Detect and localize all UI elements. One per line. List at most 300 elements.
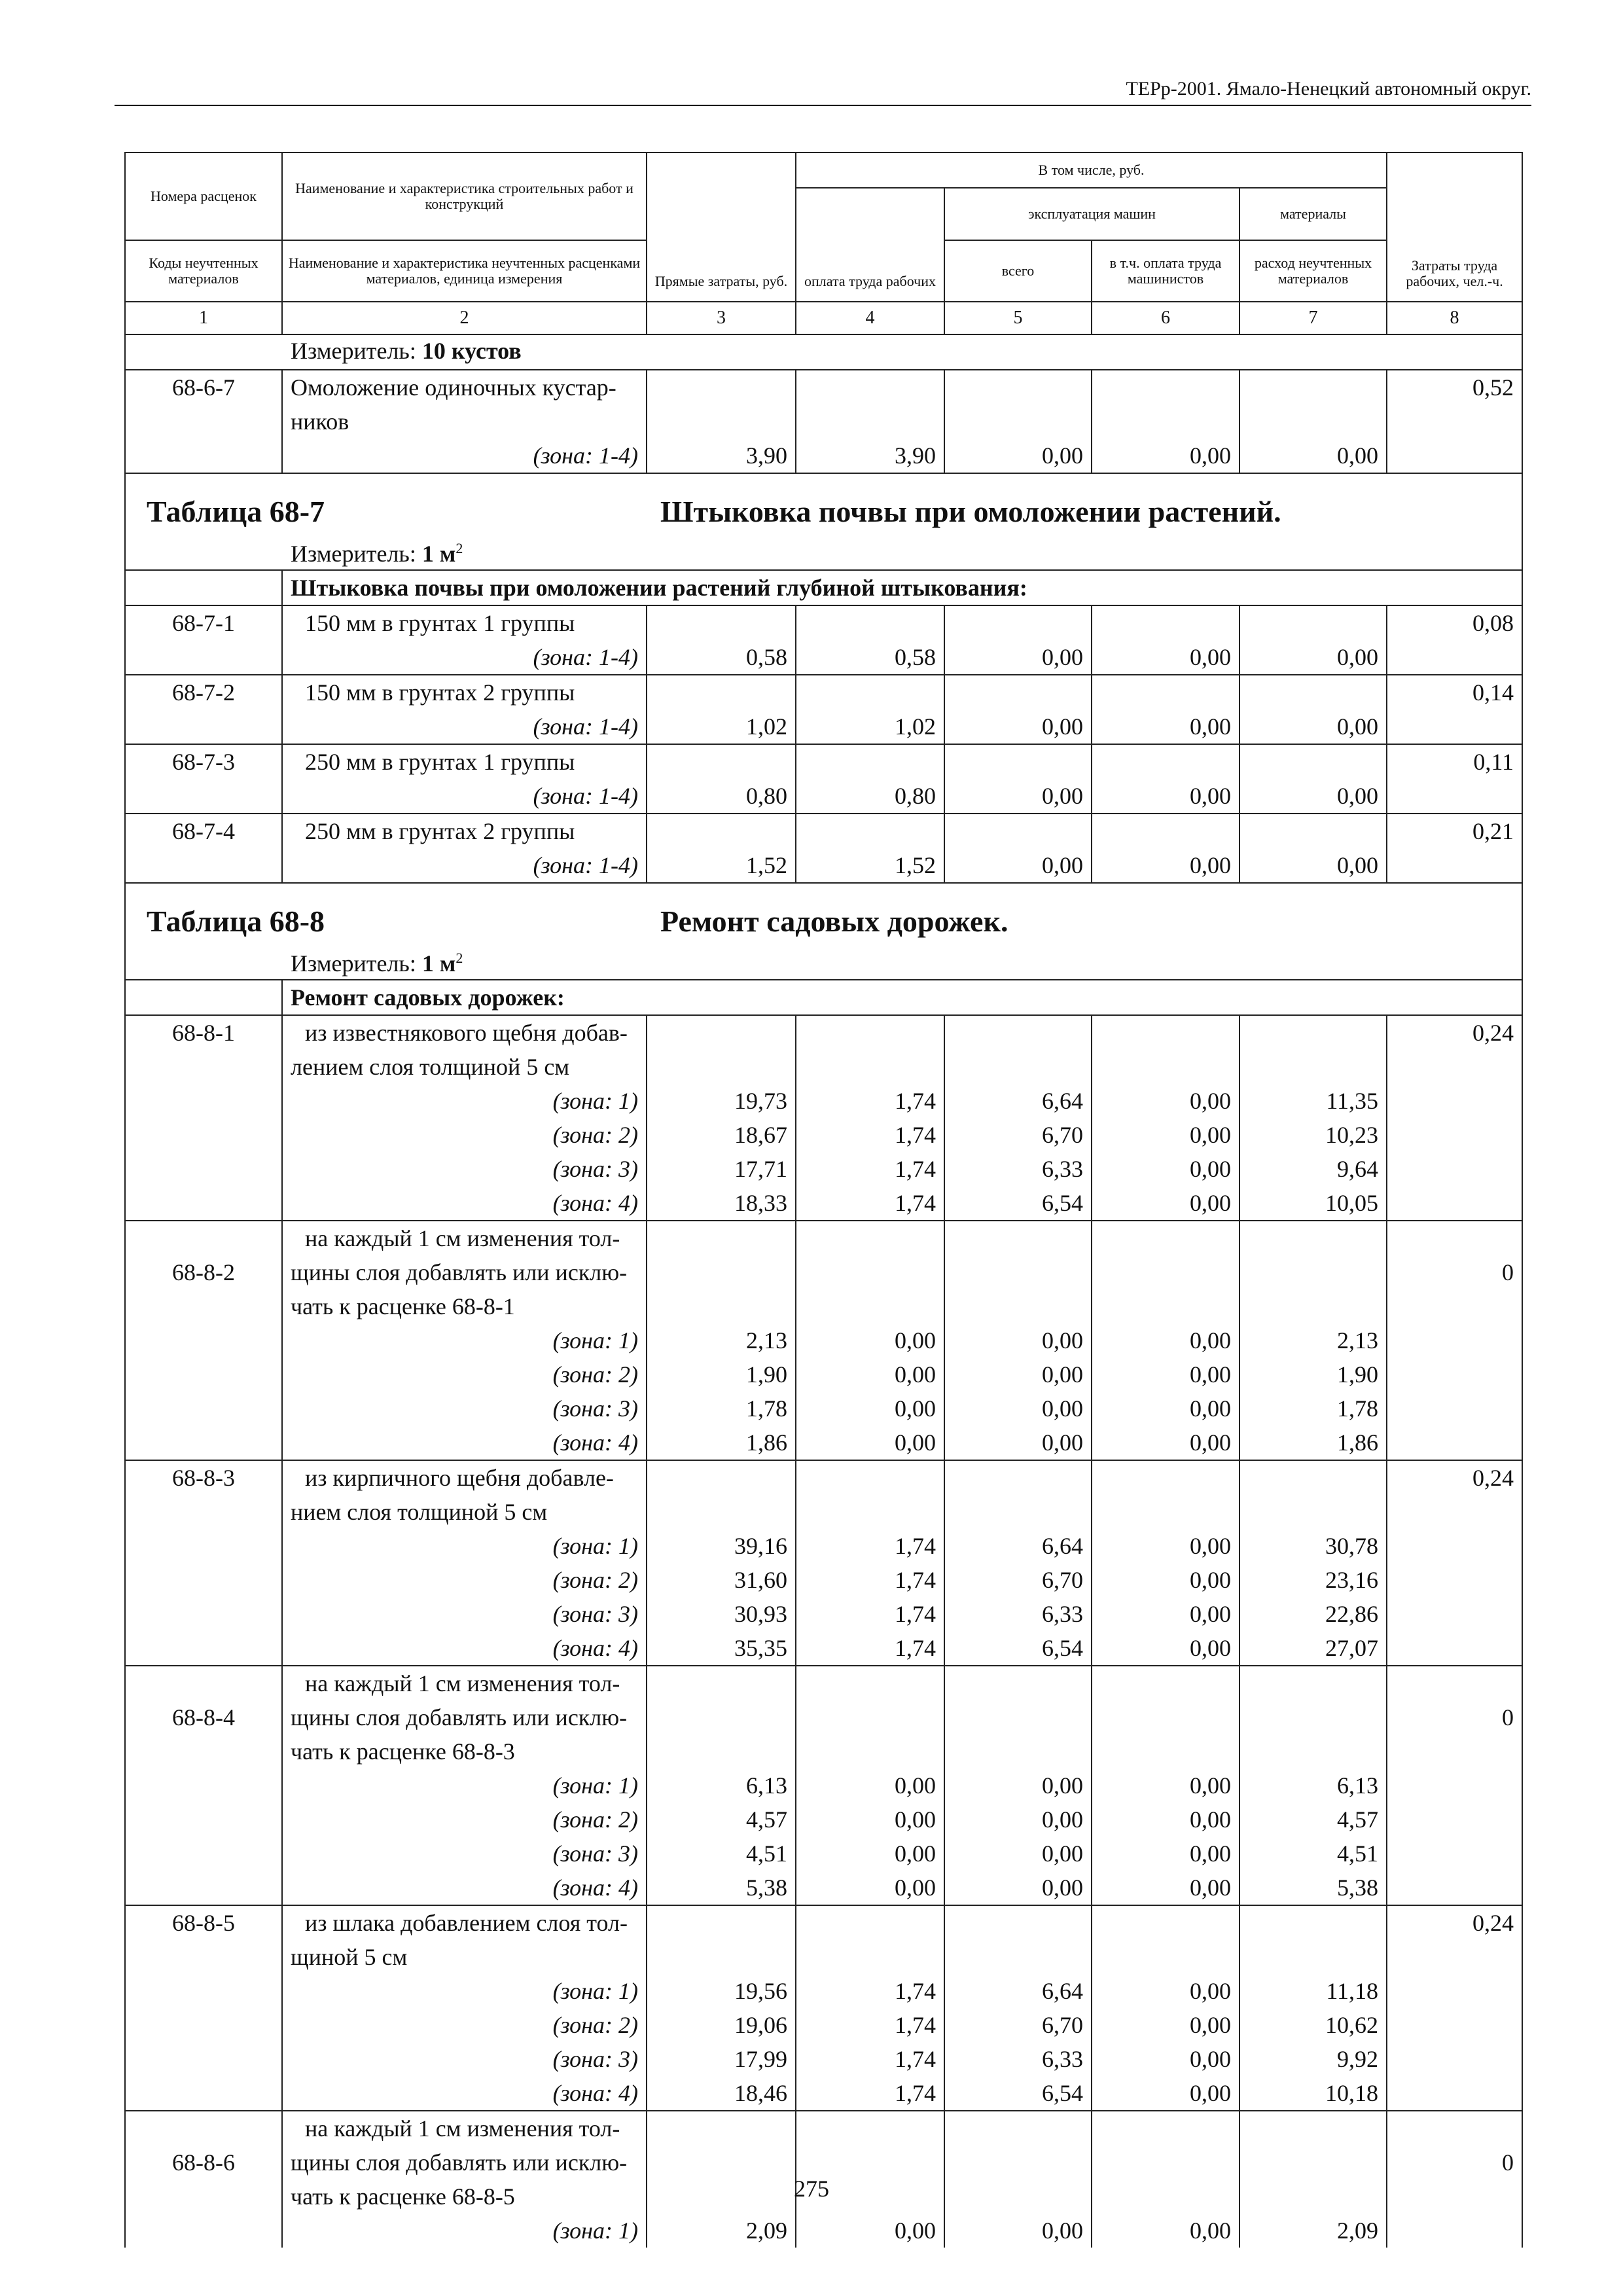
value-cell: 0,00: [796, 1803, 944, 1837]
meter-value: 1 м: [421, 950, 456, 977]
rate-row: [125, 1460, 1522, 1495]
empty-cell: [125, 1050, 282, 1084]
empty-cell: [1092, 404, 1240, 439]
value-cell: 0,00: [944, 709, 1092, 744]
rate-desc: 150 мм в грунтах 1 группы: [282, 605, 647, 640]
value-cell: 6,70: [944, 1118, 1092, 1152]
value-cell: 0,00: [1092, 439, 1240, 473]
empty-cell: [796, 1495, 944, 1529]
value-cell: 4,57: [1240, 1803, 1387, 1837]
zone-label: (зона: 1): [282, 1529, 647, 1563]
value-cell: 6,64: [944, 1084, 1092, 1118]
value-cell: 30,78: [1240, 1529, 1387, 1563]
empty-cell: [1387, 1084, 1522, 1118]
colnum: 2: [282, 302, 647, 334]
empty-cell: [125, 2076, 282, 2111]
value-cell: 0,00: [1240, 779, 1387, 814]
empty-cell: [647, 1666, 796, 1700]
empty-cell: [1240, 404, 1387, 439]
table-heading-row: [125, 473, 1522, 533]
empty-cell: [1387, 848, 1522, 883]
rate-desc: ников: [282, 404, 647, 439]
zone-label: (зона: 4): [282, 1186, 647, 1221]
empty-cell: [1240, 605, 1387, 640]
rate-code: 68-8-6: [125, 2145, 282, 2179]
empty-cell: [1387, 404, 1522, 439]
empty-cell: [125, 439, 282, 473]
zone-label: (зона: 4): [282, 2076, 647, 2111]
zone-row: [125, 2042, 1522, 2076]
table-heading: [134, 493, 1514, 530]
zone-label: (зона: 1): [282, 2214, 647, 2248]
value-cell: 0,00: [1092, 1323, 1240, 1357]
empty-cell: [125, 2214, 282, 2248]
rate-desc: чать к расценке 68-8-1: [282, 1289, 647, 1323]
empty-cell: [796, 1255, 944, 1289]
empty-cell: [647, 605, 796, 640]
empty-cell: [1387, 439, 1522, 473]
value-cell: 39,16: [647, 1529, 796, 1563]
value-cell: 5,38: [647, 1871, 796, 1905]
value-cell: 11,18: [1240, 1974, 1387, 2008]
rate-code: 68-8-3: [125, 1460, 282, 1495]
empty-cell: [944, 675, 1092, 709]
rate-desc-row: [125, 1050, 1522, 1084]
labor-cost: 0: [1387, 1255, 1522, 1289]
value-cell: 5,38: [1240, 1871, 1387, 1905]
value-cell: 1,78: [1240, 1391, 1387, 1426]
empty-cell: [796, 1940, 944, 1974]
empty-cell: [1240, 1940, 1387, 1974]
value-cell: 0,00: [944, 1391, 1092, 1426]
empty-cell: [125, 1152, 282, 1186]
value-cell: 6,64: [944, 1974, 1092, 2008]
table-heading-cell: [125, 883, 1522, 942]
empty-cell: [944, 1255, 1092, 1289]
empty-cell: [125, 709, 282, 744]
empty-cell: [1240, 1460, 1387, 1495]
running-head: ТЕРр-2001. Ямало-Ненецкий автономный округ.: [1126, 78, 1531, 99]
empty-cell: [796, 1050, 944, 1084]
value-cell: 30,93: [647, 1597, 796, 1631]
empty-cell: [1387, 640, 1522, 675]
empty-cell: [944, 1940, 1092, 1974]
empty-cell: [1092, 1495, 1240, 1529]
value-cell: 0,00: [796, 1391, 944, 1426]
value-cell: 17,71: [647, 1152, 796, 1186]
value-cell: 19,06: [647, 2008, 796, 2042]
empty-cell: [1387, 1631, 1522, 1666]
empty-cell: [125, 1803, 282, 1837]
empty-cell: [647, 2111, 796, 2145]
rate-desc: на каждый 1 см изменения тол-: [282, 2111, 647, 2145]
rate-desc: щины слоя добавлять или исклю-: [282, 1255, 647, 1289]
value-cell: 0,00: [796, 1768, 944, 1803]
empty-cell: [125, 1118, 282, 1152]
empty-cell: [1092, 1666, 1240, 1700]
rate-desc: на каждый 1 см изменения тол-: [282, 1221, 647, 1255]
header-material-names: Наименование и характеристика неучтенных расценками материалов, единица измерения: [282, 240, 647, 302]
value-cell: 0,00: [944, 640, 1092, 675]
empty-cell: [1092, 2111, 1240, 2145]
value-cell: 2,13: [1240, 1323, 1387, 1357]
empty-cell: [647, 404, 796, 439]
empty-cell: [1092, 1221, 1240, 1255]
empty-cell: [1387, 2214, 1522, 2248]
value-cell: 3,90: [796, 439, 944, 473]
zone-label: (зона: 3): [282, 1391, 647, 1426]
table-number: Таблица 68-7: [147, 495, 325, 528]
value-cell: 0,58: [647, 640, 796, 675]
colnum: 4: [796, 302, 944, 334]
meter-row: [125, 334, 1522, 370]
value-cell: 6,54: [944, 1631, 1092, 1666]
empty-cell: [1387, 1563, 1522, 1597]
empty-cell: [125, 2042, 282, 2076]
empty-cell: [1387, 1768, 1522, 1803]
value-cell: 10,18: [1240, 2076, 1387, 2111]
empty-cell: [1240, 1734, 1387, 1768]
rate-code: 68-8-4: [125, 1700, 282, 1734]
value-cell: 0,00: [1092, 1118, 1240, 1152]
empty-cell: [796, 605, 944, 640]
rate-desc-row: [125, 1734, 1522, 1768]
labor-cost: 0,11: [1387, 744, 1522, 779]
zone-label: (зона: 4): [282, 1871, 647, 1905]
empty-cell: [647, 1050, 796, 1084]
empty-cell: [125, 1837, 282, 1871]
value-cell: 0,00: [1092, 1563, 1240, 1597]
rate-code: 68-7-3: [125, 744, 282, 779]
zone-label: (зона: 2): [282, 1563, 647, 1597]
header-labor-pay: оплата труда рабочих: [796, 188, 944, 302]
labor-cost: 0: [1387, 2145, 1522, 2179]
zone-row: [125, 439, 1522, 473]
table-number: Таблица 68-8: [147, 905, 325, 938]
value-cell: 31,60: [647, 1563, 796, 1597]
value-cell: 0,00: [944, 779, 1092, 814]
empty-cell: [1240, 1666, 1387, 1700]
zone-label: (зона: 1-4): [282, 779, 647, 814]
empty-cell: [944, 1015, 1092, 1050]
rate-row: [125, 370, 1522, 404]
empty-cell: [1387, 2076, 1522, 2111]
rate-code: 68-8-2: [125, 1255, 282, 1289]
rate-desc: из известнякового щебня добав-: [282, 1015, 647, 1050]
zone-label: (зона: 1): [282, 1323, 647, 1357]
value-cell: 0,80: [796, 779, 944, 814]
empty-cell: [944, 1460, 1092, 1495]
value-cell: 0,00: [796, 2214, 944, 2248]
empty-cell: [944, 1221, 1092, 1255]
empty-cell: [1387, 1495, 1522, 1529]
empty-cell: [125, 1871, 282, 1905]
value-cell: 0,00: [944, 1837, 1092, 1871]
empty-cell: [125, 1221, 282, 1255]
rate-code: 68-7-1: [125, 605, 282, 640]
empty-cell: [796, 1015, 944, 1050]
meter-value: 1 м: [421, 541, 456, 567]
subheading: Штыковка почвы при омоложении растений глубиной штыкования:: [282, 570, 1522, 605]
zone-row: [125, 1563, 1522, 1597]
empty-cell: [647, 814, 796, 848]
value-cell: 0,00: [1240, 640, 1387, 675]
value-cell: 6,54: [944, 1186, 1092, 1221]
value-cell: 6,13: [1240, 1768, 1387, 1803]
zone-row: [125, 1357, 1522, 1391]
value-cell: 0,00: [944, 848, 1092, 883]
rate-code: 68-8-1: [125, 1015, 282, 1050]
empty-cell: [1092, 1940, 1240, 1974]
value-cell: 1,74: [796, 2042, 944, 2076]
page-number: 275: [794, 2176, 829, 2202]
value-cell: 6,54: [944, 2076, 1092, 2111]
value-cell: 17,99: [647, 2042, 796, 2076]
value-cell: 1,52: [647, 848, 796, 883]
empty-cell: [125, 1426, 282, 1460]
rate-row: [125, 744, 1522, 779]
header-machines: эксплуатация машин: [944, 188, 1240, 240]
empty-cell: [125, 1768, 282, 1803]
empty-cell: [1240, 675, 1387, 709]
zone-label: (зона: 3): [282, 1597, 647, 1631]
empty-cell: [1387, 1734, 1522, 1768]
value-cell: 6,70: [944, 1563, 1092, 1597]
colnum: 7: [1240, 302, 1387, 334]
empty-cell: [796, 1460, 944, 1495]
empty-cell: [647, 1940, 796, 1974]
meter-label: Измеритель:: [291, 950, 416, 977]
empty-cell: [125, 1391, 282, 1426]
zone-row: [125, 848, 1522, 883]
empty-cell: [1092, 744, 1240, 779]
value-cell: 0,00: [1092, 1152, 1240, 1186]
header-name: Наименование и характеристика строительных работ и конструкций: [282, 152, 647, 240]
empty-cell: [1387, 1289, 1522, 1323]
value-cell: 0,00: [1092, 1974, 1240, 2008]
value-cell: 1,86: [647, 1426, 796, 1460]
value-cell: 0,00: [944, 2214, 1092, 2248]
value-cell: 0,00: [944, 1426, 1092, 1460]
value-cell: 6,70: [944, 2008, 1092, 2042]
empty-cell: [1092, 1905, 1240, 1940]
rate-row: [125, 605, 1522, 640]
rate-row: [125, 1221, 1522, 1255]
empty-cell: [647, 1460, 796, 1495]
header-materials-use: расход неучтенных материалов: [1240, 240, 1387, 302]
table-title: Штыковка почвы при омоложении растений.: [660, 495, 1281, 528]
empty-cell: [125, 1666, 282, 1700]
meter-cell: [125, 942, 1522, 980]
empty-cell: [125, 1495, 282, 1529]
empty-cell: [125, 404, 282, 439]
value-cell: 0,00: [944, 1323, 1092, 1357]
empty-cell: [1387, 779, 1522, 814]
empty-cell: [796, 1905, 944, 1940]
empty-cell: [125, 1084, 282, 1118]
value-cell: 0,00: [944, 1803, 1092, 1837]
value-cell: 0,00: [1092, 779, 1240, 814]
empty-cell: [125, 1597, 282, 1631]
value-cell: 1,74: [796, 1084, 944, 1118]
value-cell: 27,07: [1240, 1631, 1387, 1666]
table-heading: [134, 903, 1514, 940]
value-cell: 6,33: [944, 1597, 1092, 1631]
rate-desc: щиной 5 см: [282, 1940, 647, 1974]
price-table: [124, 152, 1523, 2248]
empty-cell: [944, 814, 1092, 848]
empty-cell: [796, 2111, 944, 2145]
empty-cell: [647, 370, 796, 404]
empty-cell: [1092, 370, 1240, 404]
empty-cell: [125, 1186, 282, 1221]
empty-cell: [125, 848, 282, 883]
subheading-row: [125, 980, 1522, 1015]
empty-cell: [1387, 1186, 1522, 1221]
empty-cell: [1387, 1357, 1522, 1391]
value-cell: 0,00: [1092, 1837, 1240, 1871]
empty-cell: [1387, 1803, 1522, 1837]
empty-cell: [1387, 1940, 1522, 1974]
empty-cell: [1092, 1015, 1240, 1050]
zone-row: [125, 1323, 1522, 1357]
zone-label: (зона: 2): [282, 1803, 647, 1837]
empty-cell: [1092, 605, 1240, 640]
zone-row: [125, 1118, 1522, 1152]
table-title: Ремонт садовых дорожек.: [660, 905, 1008, 938]
labor-cost: 0,14: [1387, 675, 1522, 709]
value-cell: 1,74: [796, 1529, 944, 1563]
empty-cell: [1092, 1700, 1240, 1734]
value-cell: 1,74: [796, 1597, 944, 1631]
zone-row: [125, 1084, 1522, 1118]
empty-cell: [944, 1289, 1092, 1323]
empty-cell: [1387, 1426, 1522, 1460]
empty-cell: [647, 744, 796, 779]
value-cell: 1,78: [647, 1391, 796, 1426]
value-cell: 1,74: [796, 2076, 944, 2111]
zone-row: [125, 709, 1522, 744]
value-cell: 4,51: [1240, 1837, 1387, 1871]
colnum: 3: [647, 302, 796, 334]
value-cell: 1,74: [796, 1152, 944, 1186]
value-cell: 9,92: [1240, 2042, 1387, 2076]
value-cell: 19,73: [647, 1084, 796, 1118]
empty-cell: [125, 640, 282, 675]
rate-desc: из кирпичного щебня добавле-: [282, 1460, 647, 1495]
rate-desc: 250 мм в грунтах 1 группы: [282, 744, 647, 779]
empty-cell: [1240, 2111, 1387, 2145]
zone-label: (зона: 1): [282, 1768, 647, 1803]
empty-cell: [1387, 1871, 1522, 1905]
header-materials: материалы: [1240, 188, 1387, 240]
zone-label: (зона: 1-4): [282, 848, 647, 883]
zone-row: [125, 1152, 1522, 1186]
empty-cell: [944, 1666, 1092, 1700]
value-cell: 0,00: [1092, 2214, 1240, 2248]
header-row-1: [125, 152, 1522, 188]
table-heading-cell: [125, 473, 1522, 533]
labor-cost: 0,24: [1387, 1460, 1522, 1495]
rate-row: [125, 1015, 1522, 1050]
value-cell: 9,64: [1240, 1152, 1387, 1186]
empty-cell: [944, 1050, 1092, 1084]
empty-cell: [944, 1905, 1092, 1940]
empty-cell: [1387, 1221, 1522, 1255]
empty-cell: [796, 675, 944, 709]
empty-cell: [796, 404, 944, 439]
value-cell: 0,00: [1092, 709, 1240, 744]
zone-row: [125, 2214, 1522, 2248]
zone-label: (зона: 1-4): [282, 439, 647, 473]
labor-cost: 0,21: [1387, 814, 1522, 848]
empty-cell: [1092, 1289, 1240, 1323]
value-cell: 1,86: [1240, 1426, 1387, 1460]
rate-desc: на каждый 1 см изменения тол-: [282, 1666, 647, 1700]
value-cell: 0,58: [796, 640, 944, 675]
value-cell: 19,56: [647, 1974, 796, 2008]
empty-cell: [796, 1289, 944, 1323]
value-cell: 0,00: [1240, 848, 1387, 883]
value-cell: 1,02: [647, 709, 796, 744]
value-cell: 1,74: [796, 2008, 944, 2042]
value-cell: 0,00: [1092, 2076, 1240, 2111]
value-cell: 0,00: [1092, 1871, 1240, 1905]
empty-cell: [125, 2111, 282, 2145]
rate-desc: лением слоя толщиной 5 см: [282, 1050, 647, 1084]
empty-cell: [1387, 1597, 1522, 1631]
empty-cell: [1240, 1015, 1387, 1050]
rate-desc: нием слоя толщиной 5 см: [282, 1495, 647, 1529]
zone-row: [125, 1768, 1522, 1803]
value-cell: 4,51: [647, 1837, 796, 1871]
zone-row: [125, 1837, 1522, 1871]
value-cell: 23,16: [1240, 1563, 1387, 1597]
empty-cell: [796, 1700, 944, 1734]
value-cell: 0,00: [796, 1426, 944, 1460]
zone-row: [125, 2076, 1522, 2111]
header-direct-costs: Прямые затраты, руб.: [647, 152, 796, 302]
value-cell: 2,13: [647, 1323, 796, 1357]
rate-desc: 250 мм в грунтах 2 группы: [282, 814, 647, 848]
empty-cell: [125, 779, 282, 814]
labor-cost: 0: [1387, 1700, 1522, 1734]
value-cell: 0,00: [1240, 709, 1387, 744]
value-cell: 0,00: [1092, 848, 1240, 883]
header-machines-incl: в т.ч. оплата труда машинистов: [1092, 240, 1240, 302]
value-cell: 0,00: [1092, 1426, 1240, 1460]
empty-cell: [944, 1700, 1092, 1734]
zone-row: [125, 1426, 1522, 1460]
rate-row: [125, 1905, 1522, 1940]
value-cell: 0,00: [796, 1323, 944, 1357]
zone-label: (зона: 4): [282, 1426, 647, 1460]
value-cell: 11,35: [1240, 1084, 1387, 1118]
empty-cell: [944, 2111, 1092, 2145]
empty-cell: [944, 1495, 1092, 1529]
zone-label: (зона: 1-4): [282, 709, 647, 744]
empty-cell: [1092, 814, 1240, 848]
empty-cell: [944, 1734, 1092, 1768]
zone-row: [125, 1186, 1522, 1221]
rate-desc-row: [125, 1289, 1522, 1323]
value-cell: 18,46: [647, 2076, 796, 2111]
value-cell: 0,00: [1092, 2042, 1240, 2076]
empty-cell: [647, 1700, 796, 1734]
meter-label: Измеритель:: [291, 541, 416, 567]
rate-desc: чать к расценке 68-8-5: [282, 2179, 647, 2214]
value-cell: 1,52: [796, 848, 944, 883]
